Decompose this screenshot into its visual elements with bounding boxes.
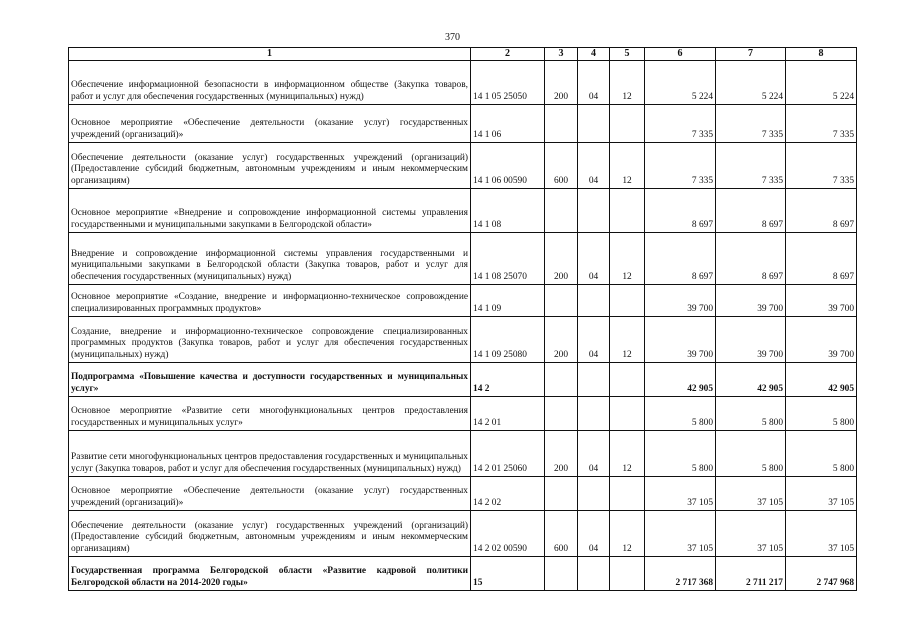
amount-col-7: 7 335: [716, 105, 786, 143]
section-code: [578, 285, 610, 317]
table-row: [69, 105, 857, 143]
budget-code: 14 1 08: [471, 189, 545, 233]
budget-code: 14 1 09: [471, 285, 545, 317]
amount-col-8: 7 335: [786, 143, 857, 189]
header-cell: 7: [716, 48, 786, 61]
section-code: [578, 477, 610, 511]
subsection-code: 12: [610, 317, 645, 363]
section-code: 04: [578, 143, 610, 189]
budget-code: 14 1 06 00590: [471, 143, 545, 189]
amount-col-8: 5 800: [786, 397, 857, 431]
row-name: Основное мероприятие «Создание, внедрение и информационно-техническое сопровождение специализированных программных продуктов»: [69, 285, 471, 317]
amount-col-8: 8 697: [786, 233, 857, 285]
row-name: Государственная программа Белгородской области «Развитие кадровой политики Белгородской области на 2014-2020 годы»: [69, 557, 471, 591]
header-cell: 3: [545, 48, 578, 61]
row-name: Внедрение и сопровождение информационной системы управления государственными и муниципальными закупками в Белгородской области (Закупка товаров, работ и услуг для обеспечения государственных (муниципальных) нужд): [69, 233, 471, 285]
subsection-code: [610, 557, 645, 591]
section-code: [578, 189, 610, 233]
row-name: Обеспечение деятельности (оказание услуг) государственных учреждений (организаций) (Предоставление субсидий бюджетным, автономным учреждениям и иным некоммерческим организациям): [69, 511, 471, 557]
amount-col-6: 8 697: [645, 189, 716, 233]
amount-col-7: 42 905: [716, 363, 786, 397]
expense-type-code: 200: [545, 61, 578, 105]
expense-type-code: 600: [545, 143, 578, 189]
expense-type-code: [545, 285, 578, 317]
table-row: [69, 143, 857, 189]
row-name: Основное мероприятие «Развитие сети многофункциональных центров предоставления государственных и муниципальных услуг»: [69, 397, 471, 431]
amount-col-7: 39 700: [716, 317, 786, 363]
expense-type-code: 200: [545, 317, 578, 363]
section-code: 04: [578, 511, 610, 557]
subsection-code: 12: [610, 143, 645, 189]
row-name: Обеспечение информационной безопасности в информационном обществе (Закупка товаров, работ и услуг для обеспечения государственных (муниципальных) нужд): [69, 61, 471, 105]
header-cell: 6: [645, 48, 716, 61]
expense-type-code: 200: [545, 431, 578, 477]
amount-col-6: 39 700: [645, 285, 716, 317]
table-row: [69, 363, 857, 397]
expense-type-code: [545, 105, 578, 143]
table-row: [69, 233, 857, 285]
expense-type-code: [545, 477, 578, 511]
budget-code: 14 1 05 25050: [471, 61, 545, 105]
amount-col-8: 39 700: [786, 317, 857, 363]
amount-col-6: 5 224: [645, 61, 716, 105]
amount-col-7: 7 335: [716, 143, 786, 189]
row-name: Создание, внедрение и информационно-техническое сопровождение специализированных программных продуктов (Закупка товаров, работ и услуг для обеспечения государственных (муниципальных) нужд): [69, 317, 471, 363]
subsection-code: 12: [610, 61, 645, 105]
amount-col-8: 37 105: [786, 477, 857, 511]
amount-col-7: 8 697: [716, 233, 786, 285]
amount-col-6: 7 335: [645, 143, 716, 189]
section-code: [578, 557, 610, 591]
row-name: Основное мероприятие «Обеспечение деятельности (оказание услуг) государственных учреждений (организаций)»: [69, 477, 471, 511]
header-cell: 4: [578, 48, 610, 61]
table-row: [69, 511, 857, 557]
amount-col-8: 8 697: [786, 189, 857, 233]
expense-type-code: 200: [545, 233, 578, 285]
header-row: [69, 48, 857, 61]
budget-code: 14 1 06: [471, 105, 545, 143]
expense-type-code: [545, 557, 578, 591]
table-row: [69, 285, 857, 317]
amount-col-7: 8 697: [716, 189, 786, 233]
amount-col-7: 37 105: [716, 511, 786, 557]
section-code: [578, 363, 610, 397]
header-cell: 8: [786, 48, 857, 61]
amount-col-6: 39 700: [645, 317, 716, 363]
table-row: [69, 189, 857, 233]
row-name: Обеспечение деятельности (оказание услуг) государственных учреждений (организаций) (Предоставление субсидий бюджетным, автономным учреждениям и иным некоммерческим организациям): [69, 143, 471, 189]
subsection-code: 12: [610, 511, 645, 557]
amount-col-7: 37 105: [716, 477, 786, 511]
budget-table: [68, 47, 857, 591]
table-row: [69, 397, 857, 431]
table-row: [69, 317, 857, 363]
row-name: Подпрограмма «Повышение качества и доступности государственных и муниципальных услуг»: [69, 363, 471, 397]
subsection-code: [610, 285, 645, 317]
section-code: [578, 397, 610, 431]
subsection-code: 12: [610, 233, 645, 285]
header-cell: 5: [610, 48, 645, 61]
subsection-code: [610, 105, 645, 143]
subsection-code: 12: [610, 431, 645, 477]
budget-code: 14 2 01 25060: [471, 431, 545, 477]
header-cell: 1: [69, 48, 471, 61]
expense-type-code: 600: [545, 511, 578, 557]
row-name: Развитие сети многофункциональных центров предоставления государственных и муниципальных услуг (Закупка товаров, работ и услуг для обеспечения государственных (муниципальных) нужд): [69, 431, 471, 477]
budget-code: 14 2: [471, 363, 545, 397]
budget-code: 14 2 02: [471, 477, 545, 511]
budget-code: 14 2 02 00590: [471, 511, 545, 557]
header-cell: 2: [471, 48, 545, 61]
amount-col-8: 2 747 968: [786, 557, 857, 591]
amount-col-6: 2 717 368: [645, 557, 716, 591]
amount-col-8: 5 800: [786, 431, 857, 477]
amount-col-7: 5 224: [716, 61, 786, 105]
amount-col-8: 7 335: [786, 105, 857, 143]
amount-col-6: 8 697: [645, 233, 716, 285]
amount-col-8: 42 905: [786, 363, 857, 397]
section-code: 04: [578, 431, 610, 477]
amount-col-8: 37 105: [786, 511, 857, 557]
amount-col-7: 5 800: [716, 397, 786, 431]
table-row: [69, 61, 857, 105]
section-code: 04: [578, 61, 610, 105]
expense-type-code: [545, 363, 578, 397]
expense-type-code: [545, 397, 578, 431]
amount-col-6: 7 335: [645, 105, 716, 143]
amount-col-6: 5 800: [645, 397, 716, 431]
table-row: [69, 431, 857, 477]
expense-type-code: [545, 189, 578, 233]
page-number: 370: [445, 32, 460, 43]
budget-code: 14 1 09 25080: [471, 317, 545, 363]
budget-code: 14 2 01: [471, 397, 545, 431]
amount-col-7: 5 800: [716, 431, 786, 477]
amount-col-6: 5 800: [645, 431, 716, 477]
amount-col-8: 5 224: [786, 61, 857, 105]
row-name: Основное мероприятие «Обеспечение деятельности (оказание услуг) государственных учреждений (организаций)»: [69, 105, 471, 143]
amount-col-6: 37 105: [645, 511, 716, 557]
subsection-code: [610, 397, 645, 431]
subsection-code: [610, 363, 645, 397]
amount-col-6: 42 905: [645, 363, 716, 397]
section-code: [578, 105, 610, 143]
amount-col-8: 39 700: [786, 285, 857, 317]
budget-code: 14 1 08 25070: [471, 233, 545, 285]
amount-col-6: 37 105: [645, 477, 716, 511]
amount-col-7: 39 700: [716, 285, 786, 317]
section-code: 04: [578, 317, 610, 363]
subsection-code: [610, 189, 645, 233]
budget-code: 15: [471, 557, 545, 591]
table-row: [69, 477, 857, 511]
section-code: 04: [578, 233, 610, 285]
table-row: [69, 557, 857, 591]
subsection-code: [610, 477, 645, 511]
row-name: Основное мероприятие «Внедрение и сопровождение информационной системы управления государственными и муниципальными закупками в Белгородской области»: [69, 189, 471, 233]
amount-col-7: 2 711 217: [716, 557, 786, 591]
